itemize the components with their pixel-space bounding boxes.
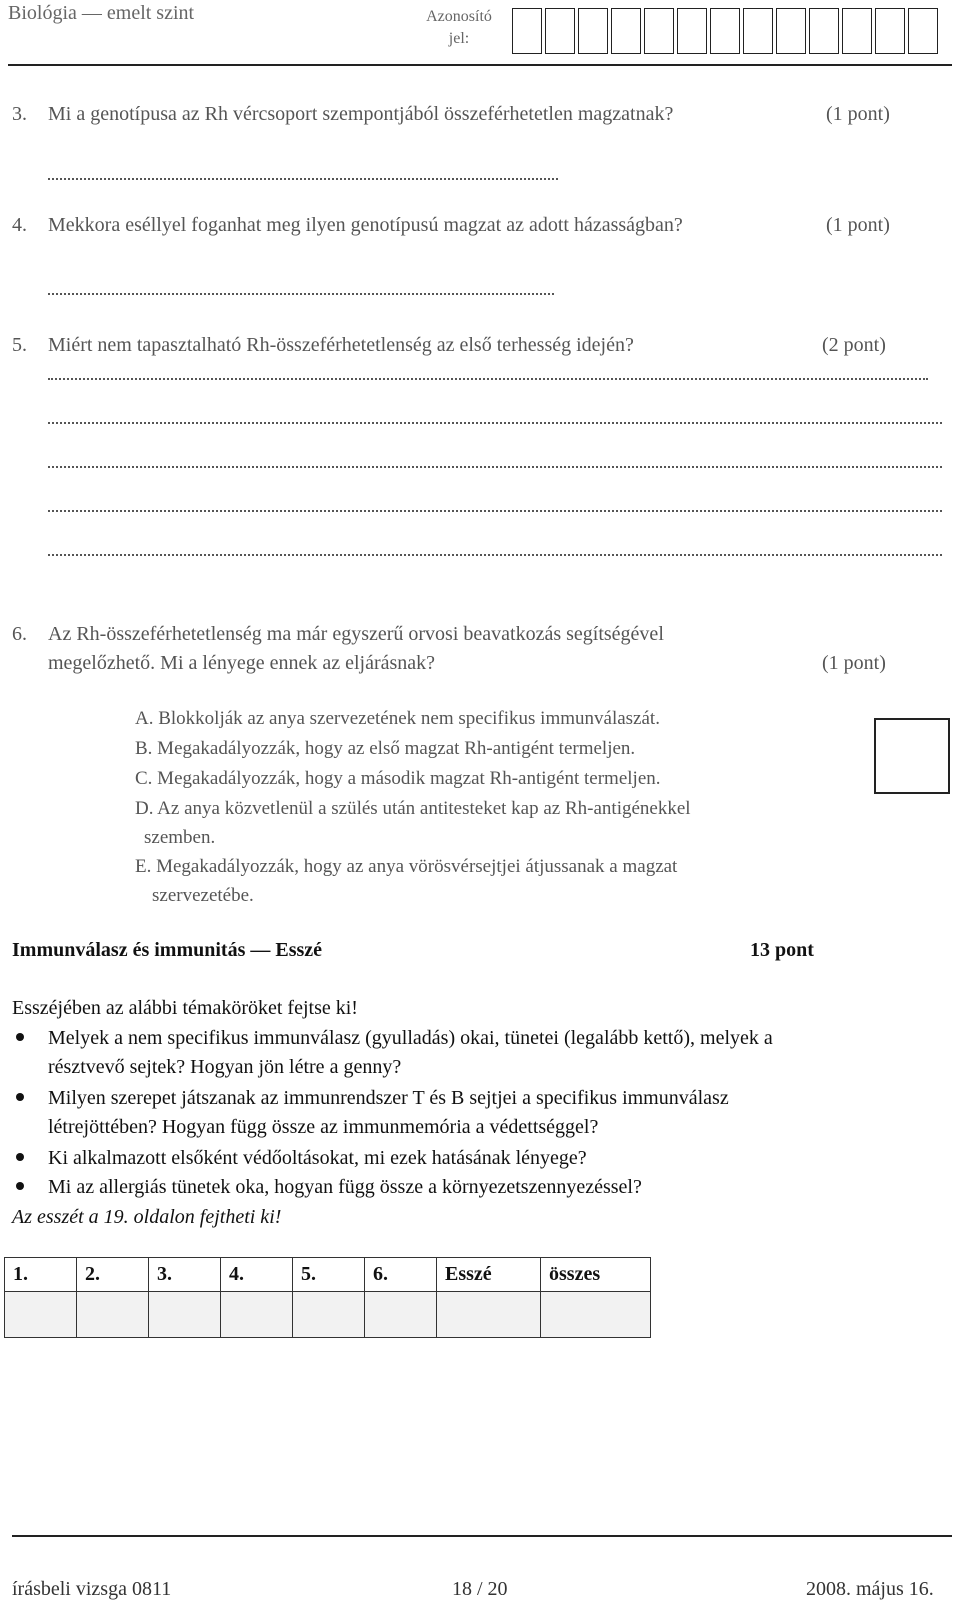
score-header-total: összes bbox=[541, 1258, 651, 1292]
id-box[interactable] bbox=[908, 8, 938, 54]
q6-answer-box[interactable] bbox=[874, 718, 950, 794]
bullet-icon bbox=[16, 1153, 24, 1161]
score-table bbox=[4, 1257, 651, 1338]
q3-points: (1 pont) bbox=[826, 103, 890, 125]
q6-option-e: E. Megakadályozzák, hogy az anya vörösvérsejtjei átjussanak a magzat bbox=[135, 856, 678, 877]
q3-answer-line[interactable] bbox=[48, 178, 558, 180]
score-cell-total[interactable] bbox=[541, 1292, 651, 1338]
essay-bullet-1-cont: résztvevő sejtek? Hogyan jön létre a genny? bbox=[48, 1056, 402, 1078]
q6-option-c: C. Megakadályozzák, hogy a második magzat Rh-antigént termeljen. bbox=[135, 768, 661, 789]
essay-bullet-3: Ki alkalmazott elsőként védőoltásokat, mi ezek hatásának lényege? bbox=[48, 1147, 587, 1169]
id-box[interactable] bbox=[677, 8, 707, 54]
q6-text-line1: Az Rh-összeférhetetlenség ma már egyszerű orvosi beavatkozás segítségével bbox=[48, 623, 664, 645]
q6-number: 6. bbox=[12, 623, 27, 645]
footer-page-number: 18 / 20 bbox=[452, 1578, 508, 1600]
id-box[interactable] bbox=[611, 8, 641, 54]
id-box[interactable] bbox=[776, 8, 806, 54]
q5-answer-line-1[interactable] bbox=[48, 378, 928, 380]
score-cell-6[interactable] bbox=[365, 1292, 437, 1338]
q5-points: (2 pont) bbox=[822, 334, 886, 356]
essay-bullet-1: Melyek a nem specifikus immunválasz (gyulladás) okai, tünetei (legalább kettő), melyek a bbox=[48, 1027, 773, 1049]
score-cell-4[interactable] bbox=[221, 1292, 293, 1338]
essay-title-part2: Esszé bbox=[275, 939, 323, 961]
score-header-1: 1. bbox=[5, 1258, 77, 1292]
q5-text: Miért nem tapasztalható Rh-összeférhetetlenség az első terhesség idején? bbox=[48, 334, 634, 356]
score-header-2: 2. bbox=[77, 1258, 149, 1292]
score-cell-5[interactable] bbox=[293, 1292, 365, 1338]
score-table-header-row bbox=[5, 1258, 651, 1292]
q6-option-a: A. Blokkolják az anya szervezetének nem specifikus immunválaszát. bbox=[135, 708, 660, 729]
essay-bullet-2-cont: létrejöttében? Hogyan függ össze az immunmemória a védettséggel? bbox=[48, 1116, 599, 1138]
score-header-6: 6. bbox=[365, 1258, 437, 1292]
q4-points: (1 pont) bbox=[826, 214, 890, 236]
header-divider bbox=[8, 64, 952, 66]
id-box[interactable] bbox=[743, 8, 773, 54]
q5-answer-line-5[interactable] bbox=[48, 554, 942, 556]
id-box[interactable] bbox=[512, 8, 542, 54]
q6-option-d-cont: szemben. bbox=[144, 827, 216, 848]
id-box[interactable] bbox=[842, 8, 872, 54]
score-cell-1[interactable] bbox=[5, 1292, 77, 1338]
q3-text: Mi a genotípusa az Rh vércsoport szempontjából összeférhetetlen magzatnak? bbox=[48, 103, 674, 125]
id-box[interactable] bbox=[644, 8, 674, 54]
score-table-value-row bbox=[5, 1292, 651, 1338]
score-header-5: 5. bbox=[293, 1258, 365, 1292]
score-cell-3[interactable] bbox=[149, 1292, 221, 1338]
footer-exam-code: írásbeli vizsga 0811 bbox=[12, 1578, 172, 1600]
id-box[interactable] bbox=[809, 8, 839, 54]
score-header-essay: Esszé bbox=[437, 1258, 541, 1292]
essay-title-part1: Immunválasz és immunitás bbox=[12, 939, 246, 961]
essay-title-dash: — bbox=[250, 939, 271, 961]
id-label: Azonosító jel: bbox=[426, 8, 492, 47]
id-box[interactable] bbox=[545, 8, 575, 54]
q4-text: Mekkora eséllyel foganhat meg ilyen genotípusú magzat az adott házasságban? bbox=[48, 214, 683, 236]
q4-number: 4. bbox=[12, 214, 27, 236]
essay-note: Az esszét a 19. oldalon fejtheti ki! bbox=[12, 1206, 282, 1228]
score-header-4: 4. bbox=[221, 1258, 293, 1292]
q5-number: 5. bbox=[12, 334, 27, 356]
q5-answer-line-3[interactable] bbox=[48, 466, 942, 468]
bullet-icon bbox=[16, 1182, 24, 1190]
header-subject: Biológia — emelt szint bbox=[8, 2, 195, 24]
bullet-icon bbox=[16, 1033, 24, 1041]
score-cell-essay[interactable] bbox=[437, 1292, 541, 1338]
essay-title bbox=[12, 938, 322, 962]
id-box[interactable] bbox=[875, 8, 905, 54]
essay-intro: Esszéjében az alábbi témaköröket fejtse ki! bbox=[12, 997, 358, 1019]
q5-answer-line-4[interactable] bbox=[48, 510, 942, 512]
q6-points: (1 pont) bbox=[822, 652, 886, 674]
q6-option-d: D. Az anya közvetlenül a szülés után antitesteket kap az Rh-antigénekkel bbox=[135, 798, 691, 819]
essay-bullet-4: Mi az allergiás tünetek oka, hogyan függ össze a környezetszennyezéssel? bbox=[48, 1176, 642, 1198]
essay-points: 13 pont bbox=[750, 939, 814, 961]
score-cell-2[interactable] bbox=[77, 1292, 149, 1338]
q4-answer-line[interactable] bbox=[48, 293, 554, 295]
q3-number: 3. bbox=[12, 103, 27, 125]
bullet-icon bbox=[16, 1093, 24, 1101]
essay-bullet-2: Milyen szerepet játszanak az immunrendszer T és B sejtjei a specifikus immunválasz bbox=[48, 1087, 729, 1109]
q6-option-b: B. Megakadályozzák, hogy az első magzat Rh-antigént termeljen. bbox=[135, 738, 636, 759]
q6-text-line2: megelőzhető. Mi a lényege ennek az eljárásnak? bbox=[48, 652, 436, 674]
footer-date: 2008. május 16. bbox=[806, 1578, 934, 1600]
score-header-3: 3. bbox=[149, 1258, 221, 1292]
footer-divider bbox=[12, 1535, 952, 1537]
q5-answer-line-2[interactable] bbox=[48, 422, 942, 424]
q6-option-e-cont: szervezetébe. bbox=[152, 885, 254, 906]
id-box[interactable] bbox=[710, 8, 740, 54]
id-box[interactable] bbox=[578, 8, 608, 54]
